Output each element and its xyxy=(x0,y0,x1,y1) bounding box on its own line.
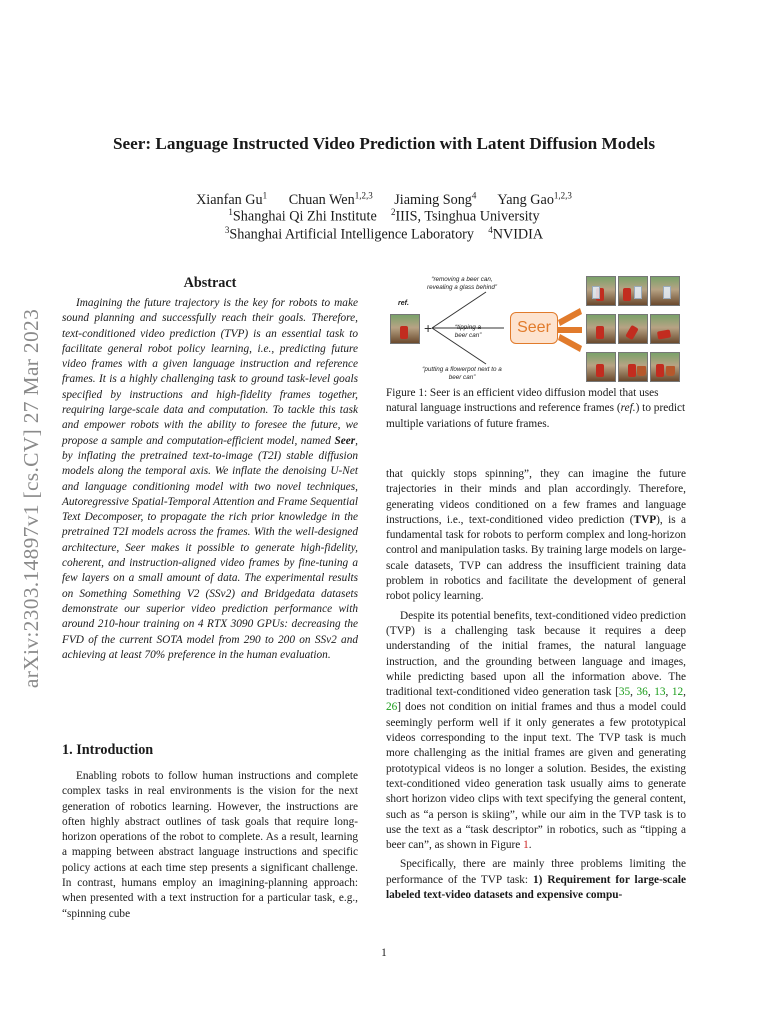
citation-link[interactable]: 35 xyxy=(618,686,631,699)
predicted-frame xyxy=(650,352,680,382)
figure-1 xyxy=(386,270,686,386)
affiliation: IIIS, Tsinghua University xyxy=(395,208,540,225)
figure-reference-link[interactable]: 1 xyxy=(523,839,529,852)
intro-heading: 1. Introduction xyxy=(62,742,154,758)
affiliation: Shanghai Qi Zhi Institute xyxy=(232,208,377,225)
page-number: 1 xyxy=(381,947,387,959)
predicted-frame xyxy=(618,352,648,382)
predicted-frame xyxy=(618,276,648,306)
instruction-middle: “tipping a beer can” xyxy=(454,324,482,339)
paragraph: Specifically, there are mainly three problems limiting the performance of the TVP task: 1) Requirement for large-scale labeled text-video datasets and expensive compu- xyxy=(386,858,686,902)
intro-paragraph: Enabling robots to follow human instructions and complete complex tasks in real environments is the vision for the next generation of robotics learning. However, the instructions are often highly abstract outlines of task goals that require long-horizon operations of the robot to complete. As a result, learning a mapping between abstract language instructions and specific policy actions at each time step presents a significant challenge. In contrast, humans employ an imagining-planning approach: when presented with a text instruction for a particular task, e.g., “spinning cube xyxy=(62,770,358,920)
citation-link[interactable]: 12 xyxy=(671,686,684,699)
affiliation: NVIDIA xyxy=(492,226,544,243)
affiliation-line: $^1$Shanghai Qi Zhi Institute $^2$IIIS, Tsinghua University xyxy=(228,207,540,225)
arxiv-identifier: arXiv:2303.14897v1 [cs.CV] 27 Mar 2023 xyxy=(19,308,44,688)
svg-text:+: + xyxy=(424,320,433,336)
predicted-frame xyxy=(586,352,616,382)
ref-label: ref. xyxy=(398,300,409,307)
affiliation: Shanghai Artificial Intelligence Laboratory xyxy=(229,226,475,243)
predicted-frame xyxy=(650,276,680,306)
right-column-text xyxy=(386,467,686,907)
predicted-frame xyxy=(650,314,680,344)
seer-model-box: Seer xyxy=(510,312,558,344)
paragraph: Despite its potential benefits, text-conditioned video prediction (TVP) is a challenging task because it requires a deep understanding of the initial frames, the natural language instruction, and the grounding between language and images, while predicting based upon all the information above. The traditional text-conditioned video generation task [35, 36, 13, 12, 26] does not condition on initial frames and thus a model could seemingly perform well if it only generates a few prototypical videos corresponding to the input text. The TVP task is much more challenging as the initial frames are given and generating prototypical videos is no longer a solution. Besides, the existing text-conditioned video generation task usually aims to generate short horizon video clips with text specifying the general content, such as “a person is skiing”, while our aim in the TVP task is to use the text as a “task descriptor” in robotics, such as “tipping a beer can”, as shown in Figure 1. xyxy=(386,609,686,852)
citation-link[interactable]: 13 xyxy=(654,686,666,699)
citation-link[interactable]: 26 xyxy=(386,701,398,714)
citation-link[interactable]: 36 xyxy=(636,686,648,699)
predicted-frame xyxy=(586,314,616,344)
instruction-top: “removing a beer can, revealing a glass behind” xyxy=(426,276,497,291)
author: Xianfan Gu$^1$ xyxy=(196,190,268,208)
paragraph: that quickly stops spinning”, they can imagine the future trajectories in their minds and plan accordingly. Therefore, generating videos conditioned on a few frames and language instructions, i.e., text-conditioned video prediction (TVP), is a fundamental task for robots to perform complex and long-horizon control and manipulation tasks. By training large models on large-scale datasets, TVP can address the insufficient training data problem in robotics and facilitate the development of general robot policy learning. xyxy=(386,468,686,603)
author: Chuan Wen$^{1,2,3}$ xyxy=(288,190,373,208)
arxiv-side-stamp xyxy=(12,268,52,728)
figure-caption: Figure 1: Seer is an efficient video diffusion model that uses natural language instructions and reference frames (ref.) to predict multiple variations of future frames. xyxy=(386,387,686,430)
author: Jiaming Song$^4$ xyxy=(394,190,477,208)
abstract-heading: Abstract xyxy=(183,275,237,291)
predicted-frame xyxy=(586,276,616,306)
paper-title: Seer: Language Instructed Video Prediction with Latent Diffusion Models xyxy=(112,134,656,153)
affiliation-line: $^3$Shanghai Artificial Intelligence Laboratory $^4$NVIDIA xyxy=(224,225,544,243)
predicted-frame xyxy=(618,314,648,344)
abstract-text: Imagining the future trajectory is the key for robots to make sound planning and successfully reach their goals. Therefore, text-conditioned video prediction (TVP) is an essential task to facilitate general robot policy learning, i.e., predicting future video frames with a given language instruction and reference frames. It is a highly challenging task to ground task-level goals specified by instructions and high-fidelity frames together, requiring large-scale data and computation. To tackle this task and empower robots with the ability to foresee the future, we propose a sample and computation-efficient model, named Seer, by inflating the pretrained text-to-image (T2I) stable diffusion models along the temporal axis. We inflate the denoising U-Net and language conditioning model with two novel techniques, Autoregressive Spatial-Temporal Attention and Frame Sequential Text Decomposer, to propagate the rich prior knowledge in the pretrained T2I models across the frames. With the well-designed architecture, Seer makes it possible to generate high-fidelity, coherent, and instruction-aligned video frames by fine-tuning a few layers on a small amount of data. The experimental results on Something Something V2 (SSv2) and Bridgedata datasets demonstrate our superior video prediction performance with around 210-hour training on 4 RTX 3090 GPUs: decreasing the FVD of the current SOTA model from 290 to 200 on SSv2 and achieving at least 70% preference in the human evaluation. xyxy=(62,297,358,661)
instruction-bottom: “putting a flowerpot next to a beer can” xyxy=(422,366,502,381)
author: Yang Gao$^{1,2,3}$ xyxy=(497,190,572,208)
